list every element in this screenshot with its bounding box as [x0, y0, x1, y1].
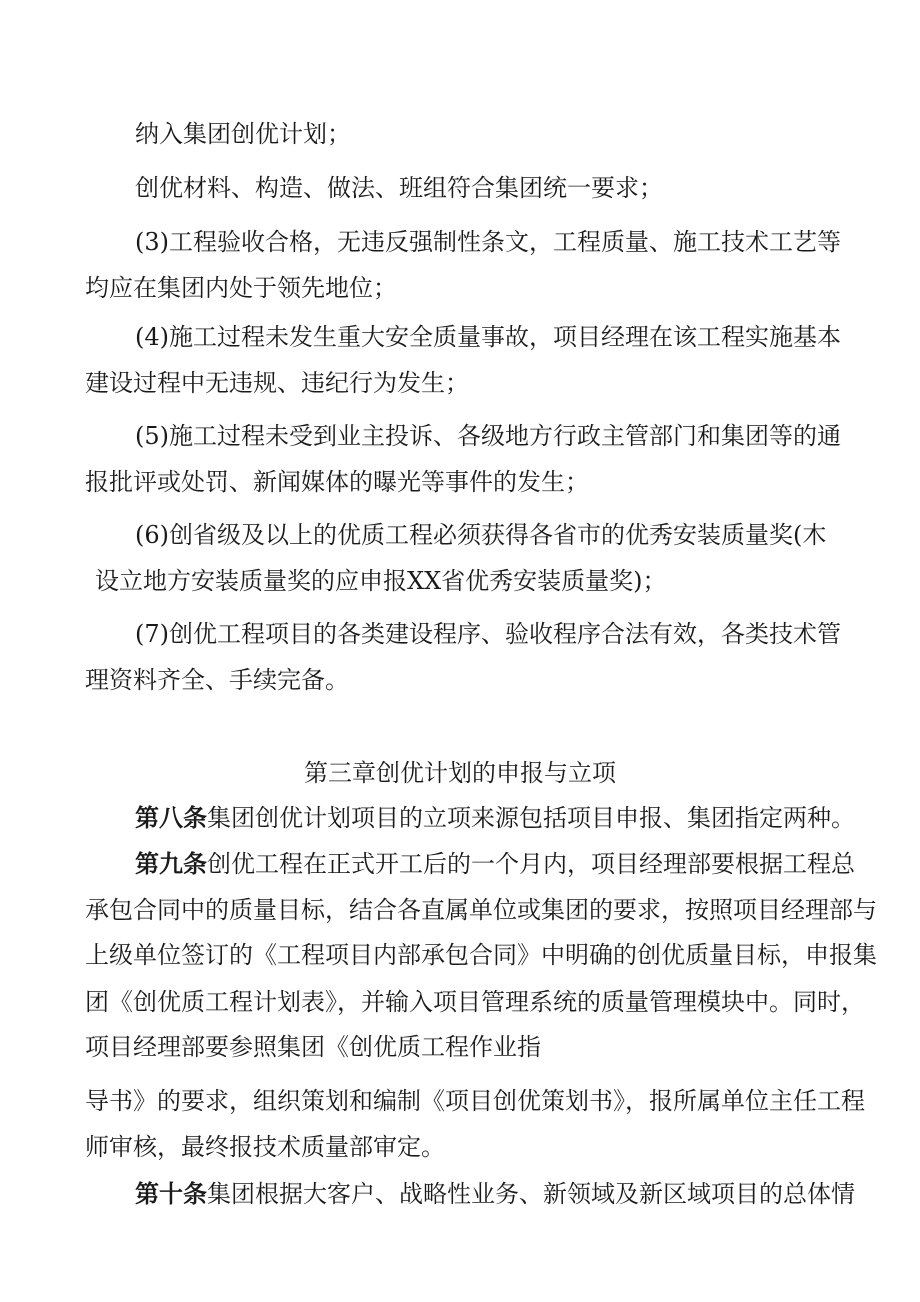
article-label: 第八条 [135, 803, 207, 832]
article-text: 创优工程在正式开工后的一个月内，项目经理部要根据工程总 [207, 850, 855, 878]
article-label: 第九条 [135, 849, 207, 878]
text-line: 建设过程中无违规、违纪行为发生； [85, 369, 469, 397]
text-line: 团《创优质工程计划表》，并输入项目管理系统的质量管理模块中。同时， [85, 988, 865, 1016]
article-10 [135, 1178, 855, 1210]
text-line: 承包合同中的质量目标，结合各直属单位或集团的要求，按照项目经理部与 [85, 896, 877, 924]
text-line: 理资料齐全、手续完备。 [85, 666, 349, 694]
text-line: (6)创省级及以上的优质工程必须获得各省市的优秀安装质量奖(木 [135, 521, 827, 549]
text-line: (7)创优工程项目的各类建设程序、验收程序合法有效，各类技术管 [135, 620, 841, 648]
text-line: 师审核，最终报技术质量部审定。 [85, 1133, 445, 1161]
article-text: 集团根据大客户、战略性业务、新领域及新区域项目的总体情 [207, 1180, 855, 1208]
text-line: (4)施工过程未发生重大安全质量事故，项目经理在该工程实施基本 [135, 323, 841, 351]
text-line: 纳入集团创优计划； [135, 120, 351, 148]
text-line: 导书》的要求，组织策划和编制《项目创优策划书》，报所属单位主任工程 [85, 1087, 865, 1115]
chapter-heading: 第三章创优计划的申报与立项 [304, 759, 616, 787]
text-line: 项目经理部要参照集团《创优质工程作业指 [85, 1033, 541, 1061]
text-line: (5)施工过程未受到业主投诉、各级地方行政主管部门和集团等的通 [135, 422, 841, 450]
text-line: 创优材料、构造、做法、班组符合集团统一要求； [135, 174, 663, 202]
text-line: (3)工程验收合格，无违反强制性条文，工程质量、施工技术工艺等 [135, 228, 841, 256]
text-line: 设立地方安装质量奖的应申报XX省优秀安装质量奖)； [95, 567, 667, 595]
text-line: 均应在集团内处于领先地位； [85, 274, 397, 302]
article-8 [135, 802, 855, 834]
article-label: 第十条 [135, 1179, 207, 1208]
text-line: 上级单位签订的《工程项目内部承包合同》中明确的创优质量目标，申报集 [85, 941, 877, 969]
article-9 [135, 848, 855, 880]
article-text: 集团创优计划项目的立项来源包括项目申报、集团指定两种。 [207, 804, 855, 832]
text-line: 报批评或处罚、新闻媒体的曝光等事件的发生； [85, 468, 589, 496]
